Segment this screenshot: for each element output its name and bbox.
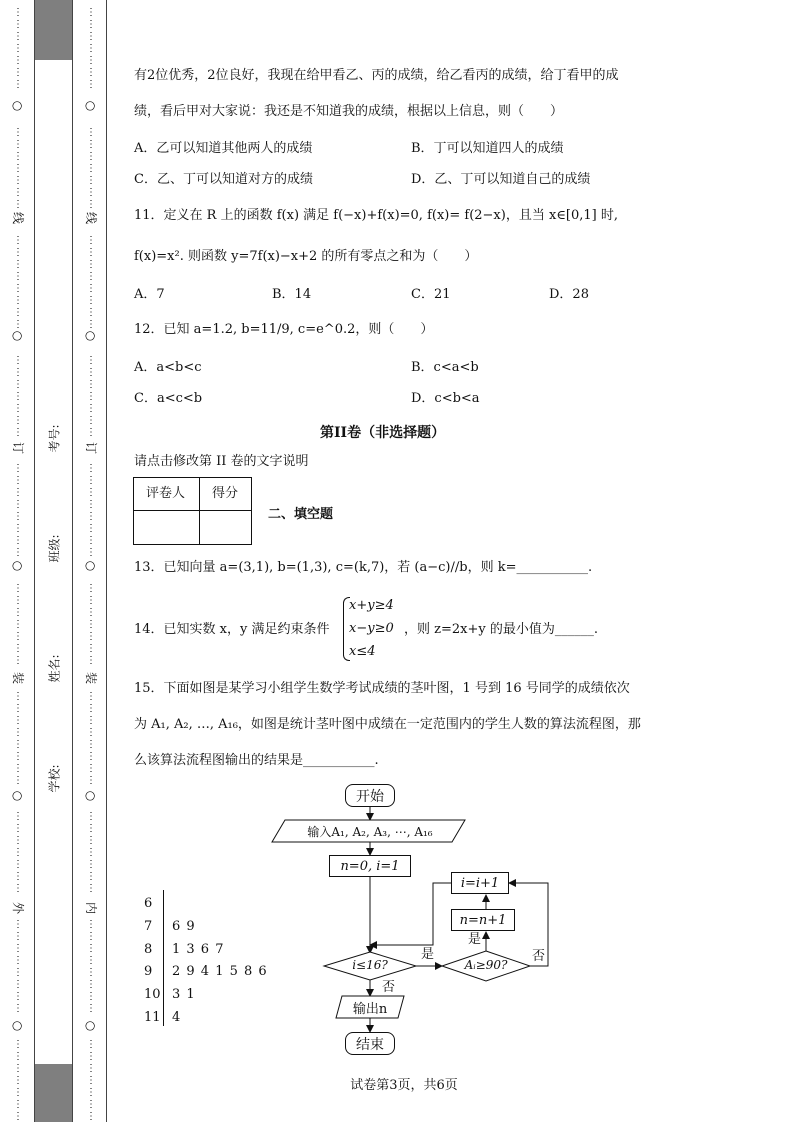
outer-cut-dot: ⋮ [13,835,23,846]
outer-cut-dot: ⋮ [13,19,23,30]
outer-cut-dot: ⋮ [13,823,23,834]
outer-cut-label: ○ [11,330,25,342]
outer-cut-dot: ⋮ [13,391,23,402]
q12-option-b: B．c<a<b [411,360,479,375]
outer-cut-dot: ⋮ [13,271,23,282]
inner-cut-dot: ⋮ [86,1003,96,1014]
inner-cut-dot: ⋮ [86,655,96,666]
q12-option-c: C．a<c<b [134,391,203,406]
outer-cut-dot: ⋮ [13,727,23,738]
inner-cut-dot: ⋮ [86,187,96,198]
inner-cut-dot: ⋮ [86,499,96,510]
outer-cut-dot: ⋮ [13,259,23,270]
q11-line2: f(x)=x². 则函数 y=7f(x)−x+2 的所有零点之和为（ ） [134,249,478,264]
outer-cut-dot: ⋮ [13,1063,23,1074]
section-note[interactable]: 请点击修改第 II 卷的文字说明 [134,454,309,469]
flow-end: 结束 [345,1032,395,1055]
outer-cut-dot: ⋮ [13,187,23,198]
outer-cut-dot: ⋮ [13,1075,23,1086]
q12-line1: 12．已知 a=1.2, b=11/9, c=e^0.2，则（ ） [134,322,434,337]
q11-option-c: C．21 [411,287,451,302]
flow-inc-i: i=i+1 [451,872,509,894]
flow-label-no-2: 否 [382,980,396,995]
outer-cut-dot: ⋮ [13,199,23,210]
stem-value: 11 [144,1010,161,1025]
outer-cut-dot: ⋮ [13,1087,23,1098]
q11-line1: 11．定义在 R 上的函数 f(x) 满足 f(−x)+f(x)=0, f(x)= f(2−x)，且当 x∈[0,1] 时, [134,208,618,223]
inner-cut-dot: ⋮ [86,139,96,150]
inner-cut-dot: ⋮ [86,367,96,378]
outer-cut-dot: ⋮ [13,1099,23,1110]
outer-cut-dot: ⋮ [13,847,23,858]
outer-cut-dot: ⋮ [13,283,23,294]
stem-value: 7 [144,918,153,934]
inner-cut-dot: ⋮ [86,991,96,1002]
outer-cut-dot: ⋮ [13,67,23,78]
q12-option-a: A．a<b<c [134,360,202,375]
section-title: 第II卷（非选择题） [320,425,446,441]
fill-blank-heading: 二、填空题 [268,507,334,522]
leaf-values: 3 1 [172,987,196,1003]
inner-cut-dot: ⋮ [86,403,96,414]
inner-cut-dot: ⋮ [86,163,96,174]
inner-cut-dot: ⋮ [86,535,96,546]
outer-cut-dot: ⋮ [13,631,23,642]
inner-cut-dot: ⋮ [86,883,96,894]
inner-cut-label: ○ [84,790,98,802]
inner-cut-dot: ⋮ [86,1087,96,1098]
outer-cut-dot: ⋮ [13,499,23,510]
inner-cut-label: ○ [84,560,98,572]
inner-cut-dot: ⋮ [86,775,96,786]
q10-line2: 绩，看后甲对大家说：我还是不知道我的成绩，根据以上信息，则（ ） [134,104,564,119]
flow-label-yes-1: 是 [421,947,435,962]
outer-cut-label: 订 [11,441,25,454]
inner-cut-dot: ⋮ [86,847,96,858]
q14-constraint-1: x+y≥4 [349,598,394,613]
flow-input: 输入A₁, A₂, A₃, ⋯, A₁₆ [307,824,433,839]
outer-cut-dot: ⋮ [13,955,23,966]
outer-cut-dot: ⋮ [13,307,23,318]
leaf-values: 2 9 4 1 5 8 6 [172,964,268,980]
q10-option-d: D．乙、丁可以知道自己的成绩 [411,172,591,187]
inner-cut-dot: ⋮ [86,931,96,942]
q11-option-d: D．28 [549,287,589,302]
outer-cut-label: 装 [11,671,25,684]
outer-cut-dot: ⋮ [13,163,23,174]
outer-cut-dot: ⋮ [13,871,23,882]
inner-cut-dot: ⋮ [86,415,96,426]
inner-cut-dot: ⋮ [86,619,96,630]
q15-line1: 15．下面如图是某学习小组学生数学考试成绩的茎叶图，1 号到 16 号同学的成绩依次 [134,681,630,696]
inner-cut-dot: ⋮ [86,739,96,750]
inner-cut-dot: ⋮ [86,763,96,774]
outer-cut-dot: ⋮ [13,367,23,378]
outer-cut-dot: ⋮ [13,775,23,786]
inner-cut-dot: ⋮ [86,859,96,870]
inner-cut-dot: ⋮ [86,523,96,534]
flow-cond2: Aᵢ≥90? [464,958,508,972]
outer-cut-label: ○ [11,790,25,802]
q11-option-a: A．7 [134,287,165,302]
outer-cut-dot: ⋮ [13,643,23,654]
inner-cut-dot: ⋮ [86,595,96,606]
inner-cut-dot: ⋮ [86,919,96,930]
inner-cut-dot: ⋮ [86,823,96,834]
outer-cut-dot: ⋮ [13,7,23,18]
outer-cut-dot: ⋮ [13,607,23,618]
outer-cut-dot: ⋮ [13,943,23,954]
inner-cut-dot: ⋮ [86,319,96,330]
outer-cut-dot: ⋮ [13,151,23,162]
outer-cut-dot: ⋮ [13,991,23,1002]
q12-option-d: D．c<b<a [411,391,480,406]
inner-cut-dot: ⋮ [86,547,96,558]
inner-cut-dot: ⋮ [86,7,96,18]
q10-option-c: C．乙、丁可以知道对方的成绩 [134,172,313,187]
outer-cut-dot: ⋮ [13,463,23,474]
q10-option-a: A．乙可以知道其他两人的成绩 [134,141,313,156]
outer-cut-dot: ⋮ [13,487,23,498]
q15-line3: 么该算法流程图输出的结果是___________. [134,753,379,768]
flow-label-yes-2: 是 [468,932,482,947]
inner-cut-dot: ⋮ [86,703,96,714]
outer-cut-dot: ⋮ [13,355,23,366]
inner-cut-dot: ⋮ [86,79,96,90]
q10-line1: 有2位优秀，2位良好，我现在给甲看乙、丙的成绩，给乙看丙的成绩，给丁看甲的成 [134,68,619,83]
inner-cut-dot: ⋮ [86,199,96,210]
outer-cut-dot: ⋮ [13,511,23,522]
outer-cut-dot: ⋮ [13,1051,23,1062]
outer-cut-dot: ⋮ [13,919,23,930]
inner-cut-dot: ⋮ [86,1075,96,1086]
inner-cut-dot: ⋮ [86,379,96,390]
outer-cut-dot: ⋮ [13,175,23,186]
q10-option-b: B．丁可以知道四人的成绩 [411,141,564,156]
inner-cut-dot: ⋮ [86,979,96,990]
leaf-values: 4 [172,1010,182,1025]
inner-cut-dot: ⋮ [86,943,96,954]
inner-cut-dot: ⋮ [86,247,96,258]
inner-cut-dot: ⋮ [86,67,96,78]
outer-cut-dot: ⋮ [13,691,23,702]
inner-cut-dot: ⋮ [86,1099,96,1110]
inner-cut-dot: ⋮ [86,283,96,294]
inner-cut-dot: ⋮ [86,355,96,366]
inner-cut-dot: ⋮ [86,691,96,702]
flow-inc-n: n=n+1 [451,909,515,931]
flow-init: n=0, i=1 [329,855,411,877]
outer-cut-dot: ⋮ [13,127,23,138]
q14-suffix: ，则 z=2x+y 的最小值为______. [404,622,598,637]
inner-cut-dot: ⋮ [86,511,96,522]
leaf-values: 6 9 [172,918,196,934]
inner-cut-dot: ⋮ [86,31,96,42]
outer-cut-dot: ⋮ [13,319,23,330]
inner-cut-dot: ⋮ [86,487,96,498]
inner-cut-dot: ⋮ [86,1051,96,1062]
outer-cut-dot: ⋮ [13,763,23,774]
inner-cut-label: 线 [84,211,98,224]
outer-cut-label: ○ [11,560,25,572]
outer-cut-dot: ⋮ [13,547,23,558]
inner-cut-dot: ⋮ [86,391,96,402]
q14-prefix: 14．已知实数 x，y 满足约束条件 [134,622,330,637]
q14-constraint-2: x−y≥0 [349,621,394,636]
inner-cut-dot: ⋮ [86,307,96,318]
inner-cut-dot: ⋮ [86,151,96,162]
outer-cut-dot: ⋮ [13,403,23,414]
inner-cut-dot: ⋮ [86,235,96,246]
outer-cut-dot: ⋮ [13,715,23,726]
flow-start: 开始 [345,784,395,807]
inner-cut-dot: ⋮ [86,427,96,438]
inner-cut-dot: ⋮ [86,643,96,654]
outer-cut-dot: ⋮ [13,583,23,594]
stem-value: 10 [144,987,161,1003]
inner-cut-dot: ⋮ [86,463,96,474]
outer-cut-dot: ⋮ [13,595,23,606]
inner-cut-dot: ⋮ [86,295,96,306]
outer-cut-dot: ⋮ [13,295,23,306]
inner-cut-label: 订 [84,441,98,454]
outer-cut-dot: ⋮ [13,379,23,390]
inner-cut-dot: ⋮ [86,811,96,822]
inner-cut-label: ○ [84,330,98,342]
inner-cut-label: 内 [84,901,98,914]
inner-cut-dot: ⋮ [86,19,96,30]
q14-constraint-3: x≤4 [349,644,376,659]
outer-cut-dot: ⋮ [13,1039,23,1050]
inner-cut-label: ○ [84,1020,98,1032]
inner-cut-dot: ⋮ [86,967,96,978]
inner-cut-dot: ⋮ [86,475,96,486]
outer-cut-label: ○ [11,100,25,112]
outer-cut-dot: ⋮ [13,427,23,438]
inner-cut-dot: ⋮ [86,715,96,726]
inner-cut-dot: ⋮ [86,1111,96,1122]
inner-cut-dot: ⋮ [86,835,96,846]
outer-cut-label: 外 [11,901,25,914]
inner-cut-dot: ⋮ [86,871,96,882]
score-table-header-grader: 评卷人 [146,486,186,501]
outer-cut-dot: ⋮ [13,619,23,630]
field-school: 学校: [47,764,62,793]
outer-cut-dot: ⋮ [13,979,23,990]
q11-option-b: B．14 [272,287,312,302]
stem-value: 6 [144,896,153,911]
outer-cut-dot: ⋮ [13,931,23,942]
inner-cut-dot: ⋮ [86,751,96,762]
flow-label-no-1: 否 [532,949,546,964]
outer-cut-dot: ⋮ [13,859,23,870]
inner-cut-dot: ⋮ [86,271,96,282]
inner-cut-dot: ⋮ [86,127,96,138]
inner-cut-dot: ⋮ [86,175,96,186]
page-footer: 试卷第3页，共6页 [350,1078,458,1093]
flow-output: 输出n [352,1002,388,1017]
inner-cut-dot: ⋮ [86,607,96,618]
inner-cut-dot: ⋮ [86,43,96,54]
outer-cut-dot: ⋮ [13,139,23,150]
outer-cut-dot: ⋮ [13,475,23,486]
stem-value: 8 [144,941,153,957]
outer-cut-dot: ⋮ [13,55,23,66]
flow-cond1: i≤16? [352,958,388,972]
outer-cut-dot: ⋮ [13,31,23,42]
q13: 13．已知向量 a=(3,1), b=(1,3), c=(k,7)，若 (a−c)//b，则 k=___________. [134,560,593,575]
outer-cut-dot: ⋮ [13,1003,23,1014]
outer-cut-label: ○ [11,1020,25,1032]
outer-cut-dot: ⋮ [13,535,23,546]
inner-cut-dot: ⋮ [86,583,96,594]
score-table-header-score: 得分 [212,486,239,501]
inner-cut-dot: ⋮ [86,1039,96,1050]
outer-cut-dot: ⋮ [13,655,23,666]
outer-cut-dot: ⋮ [13,883,23,894]
outer-cut-dot: ⋮ [13,415,23,426]
leaf-values: 1 3 6 7 [172,941,225,957]
field-name: 姓名: [47,654,62,683]
inner-cut-dot: ⋮ [86,259,96,270]
outer-cut-dot: ⋮ [13,247,23,258]
outer-cut-dot: ⋮ [13,967,23,978]
inner-cut-dot: ⋮ [86,631,96,642]
field-exam-number: 考号: [47,424,62,453]
outer-cut-dot: ⋮ [13,235,23,246]
inner-cut-dot: ⋮ [86,727,96,738]
outer-cut-dot: ⋮ [13,43,23,54]
outer-cut-dot: ⋮ [13,703,23,714]
outer-cut-label: 线 [11,211,25,224]
inner-cut-label: 装 [84,671,98,684]
q15-line2: 为 A₁, A₂, …, A₁₆，如图是统计茎叶图中成绩在一定范围内的学生人数的算法流程图，那 [134,717,641,732]
outer-cut-dot: ⋮ [13,523,23,534]
field-class: 班级: [47,534,62,563]
inner-cut-dot: ⋮ [86,955,96,966]
inner-cut-label: ○ [84,100,98,112]
outer-cut-dot: ⋮ [13,811,23,822]
stem-value: 9 [144,964,153,980]
outer-cut-dot: ⋮ [13,739,23,750]
outer-cut-dot: ⋮ [13,1111,23,1122]
outer-cut-dot: ⋮ [13,751,23,762]
inner-cut-dot: ⋮ [86,1063,96,1074]
outer-cut-dot: ⋮ [13,79,23,90]
inner-cut-dot: ⋮ [86,55,96,66]
